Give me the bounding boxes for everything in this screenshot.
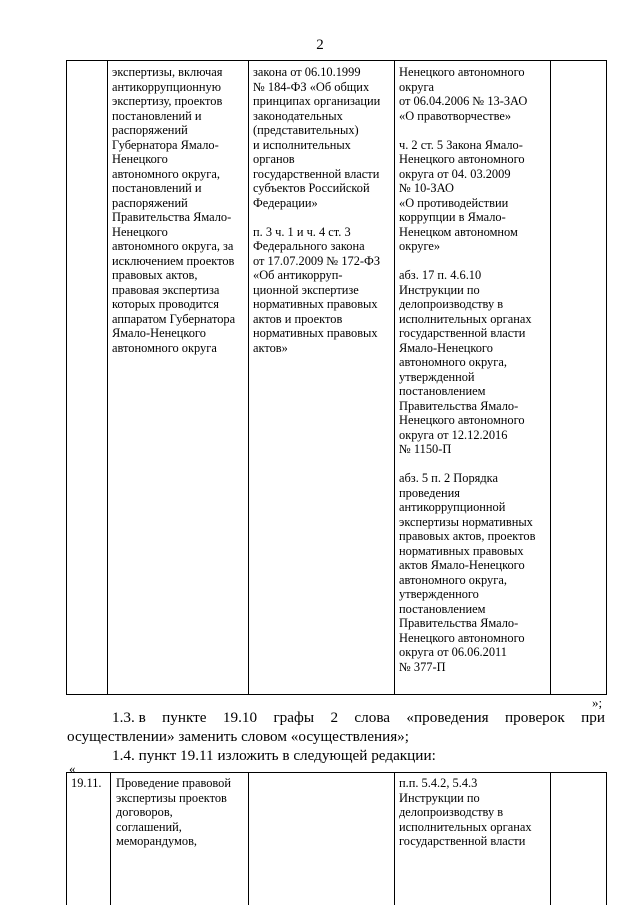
table2-border <box>66 772 67 905</box>
paragraph-1-3-line-1 <box>112 708 605 727</box>
table2-border <box>394 772 395 905</box>
table2-border <box>606 772 607 905</box>
table1-border <box>394 60 395 694</box>
word: 2 <box>330 709 339 726</box>
word: графы <box>273 709 315 726</box>
word: 1.3. в <box>112 709 146 726</box>
table2-border <box>248 772 249 905</box>
table2-border <box>550 772 551 905</box>
word: проверок <box>505 709 565 726</box>
word: «проведения <box>406 709 489 726</box>
table1-border <box>107 60 108 694</box>
word: 19.10 <box>222 709 258 726</box>
word: слова <box>354 709 391 726</box>
table1-bottom-border <box>66 694 607 695</box>
word: пункте <box>162 709 207 726</box>
table1-cell-description: экспертизы, включая антикоррупционную экспертизу, проектов постановлений и распоряжений Губернатора Ямало- Ненецкого автономного округа, постановлений и распоряжений Правительства Ямало- Ненецкого автономного округа, за исключением проектов правовых актов, правовая экспертиза которых проводится аппаратом Губернатора Ямало-Ненецкого автономного округа <box>112 65 236 355</box>
page-number: 2 <box>316 37 324 53</box>
table2-cell-number: 19.11. <box>71 776 102 790</box>
table1-cell-legal-basis: закона от 06.10.1999 № 184-ФЗ «Об общих принципах организации законодательных (представительных) и исполнительных органов государственной власти субъектов Российской Федерации» п. 3 ч. 1 и ч. 4 ст. 3 Федерального закона от 17.07.2009 № 172-ФЗ «Об антикорруп- ционной экспертизе нормативных правовых актов и проектов нормативных правовых актов» <box>253 65 381 355</box>
table2-border <box>110 772 111 905</box>
table1-border <box>66 60 67 694</box>
word: при <box>581 709 605 726</box>
table1-border <box>606 60 607 694</box>
table1-top-border <box>66 60 607 61</box>
table1-border <box>248 60 249 694</box>
paragraph-1-4: 1.4. пункт 19.11 изложить в следующей редакции: <box>112 747 436 764</box>
table2-cell-regional-basis: п.п. 5.4.2, 5.4.3 Инструкции по делопроизводству в исполнительных органах государственной власти <box>399 776 532 848</box>
paragraph-1-3-line-2: осуществлении» заменить словом «осуществления»; <box>67 728 410 745</box>
table2-top-border <box>66 772 607 773</box>
table2-cell-description: Проведение правовой экспертизы проектов договоров, соглашений, меморандумов, <box>116 776 231 848</box>
opening-quote: « <box>69 761 76 776</box>
table1-cell-regional-basis: Ненецкого автономного округа от 06.04.2006 № 13-ЗАО «О правотворчестве» ч. 2 ст. 5 Закона Ямало- Ненецкого автономного округа от 04. 03.2009 № 10-ЗАО «О противодействии коррупции в Ямало- Ненецком автономном округе» абз. 17 п. 4.6.10 Инструкции по делопроизводству в исполнительных органах государственной власти Ямало-Ненецкого автономного округа, утвержденной постановлением Правительства Ямало- Ненецкого автономного округа от 12.12.2016 № 1150-П абз. 5 п. 2 Порядка проведения антикоррупционной экспертизы нормативных правовых актов, проектов нормативных правовых актов Ямало-Ненецкого автономного округа, утвержденного постановлением Правительства Ямало- Ненецкого автономного округа от 06.06.2011 № 377-П <box>399 65 536 674</box>
closing-quote: »; <box>592 695 603 710</box>
table1-border <box>550 60 551 694</box>
